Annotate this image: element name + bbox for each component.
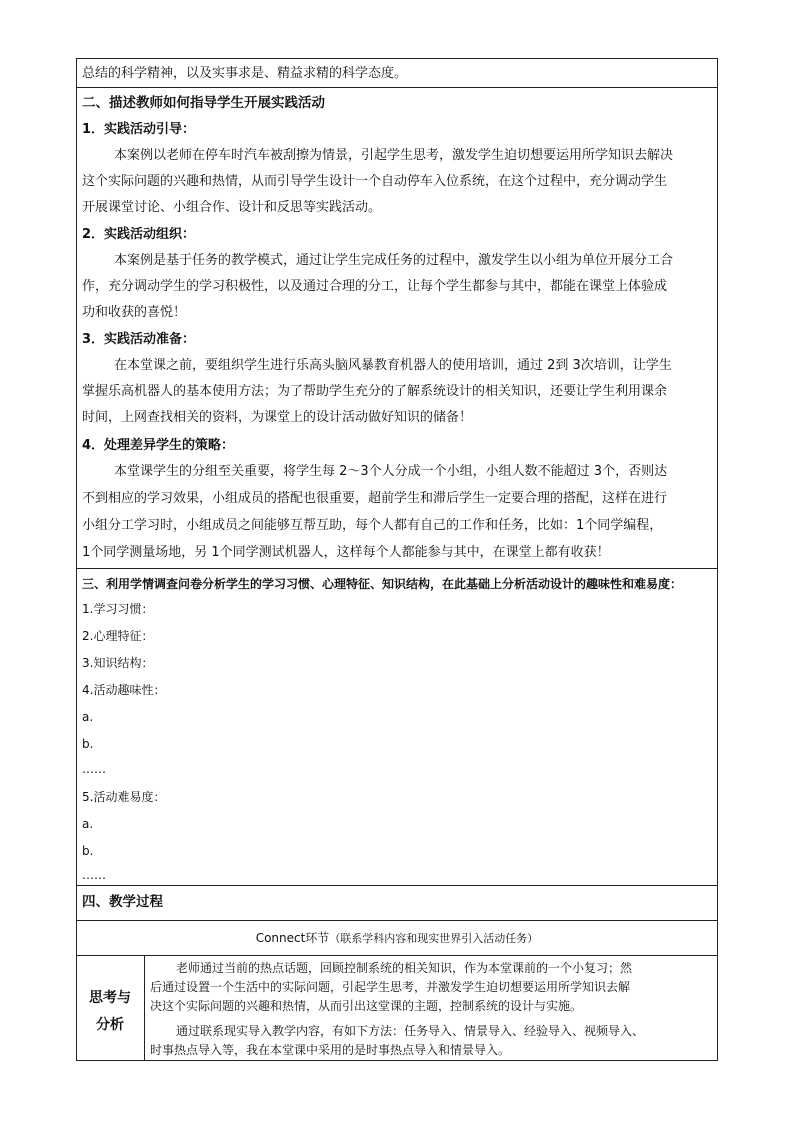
row-divider: [76, 87, 718, 88]
prepare-line: 掌握乐高机器人的基本使用方法；为了帮助学生充分的了解系统设计的相关知识，还要让学生利用课余: [82, 384, 668, 399]
strategy-title: 4．处理差异学生的策略：: [82, 438, 235, 453]
prepare-line: 时间，上网查找相关的资料，为课堂上的设计活动做好知识的储备！: [82, 410, 473, 425]
list-item: b.: [82, 737, 94, 751]
analysis-line: 通过联系现实导入教学内容，有如下方法：任务导入、情景导入、经验导入、视频导入、: [176, 1024, 645, 1038]
column-divider: [144, 955, 145, 1061]
row-divider: [76, 955, 718, 956]
prepare-title: 3．实践活动准备：: [82, 332, 196, 347]
strategy-line: 1个同学测量场地，另 1个同学测试机器人，这样每个人都能参与其中，在课堂上都有收获！: [82, 545, 610, 560]
strategy-line: 不到相应的学习效果，小组成员的搭配也很重要，超前学生和滞后学生一定要合理的搭配，这样在进行: [82, 491, 668, 506]
list-item: 2.心理特征：: [82, 629, 154, 643]
analysis-line: 老师通过当前的热点话题，回顾控制系统的相关知识，作为本堂课前的一个小复习；然: [176, 961, 633, 975]
organize-title: 2．实践活动组织：: [82, 227, 196, 242]
analysis-label: 思考与: [89, 990, 131, 1006]
organize-line: 功和收获的喜悦！: [82, 305, 187, 320]
list-item: a.: [82, 817, 94, 831]
guide-line: 本案例以老师在停车时汽车被刮擦为情景，引起学生思考，激发学生迫切想要运用所学知识去解决: [114, 148, 674, 163]
organize-line: 本案例是基于任务的教学模式，通过让学生完成任务的过程中，激发学生以小组为单位开展分工合: [114, 253, 674, 268]
guide-title: 1．实践活动引导：: [82, 122, 196, 137]
section4-heading: 四、教学过程: [82, 894, 163, 910]
analysis-label: 分析: [96, 1017, 124, 1033]
section3-heading: 三、利用学情调查问卷分析学生的学习习惯、心理特征、知识结构，在此基础上分析活动设计的趣味性和难易度：: [82, 577, 683, 591]
top-line: 总结的科学精神，以及实事求是、精益求精的科学态度。: [82, 66, 408, 81]
list-item: 1.学习习惯：: [82, 602, 154, 616]
connect-title-main: Connect环节: [255, 931, 330, 945]
strategy-line: 本堂课学生的分组至关重要，将学生每 2～3个人分成一个小组，小组人数不能超过 3个，否则达: [114, 464, 668, 479]
analysis-line: 时事热点导入等，我在本堂课中采用的是时事热点导入和情景导入。: [150, 1043, 511, 1057]
list-item: 4.活动趣味性：: [82, 683, 166, 697]
row-divider: [76, 920, 718, 921]
row-divider: [76, 885, 718, 886]
strategy-line: 小组分工学习时，小组成员之间能够互帮互助，每个人都有自己的工作和任务，比如：1个同学编程，: [82, 518, 663, 533]
analysis-line: 后通过设置一个生活中的实际问题，引起学生思考，并激发学生迫切想要运用所学知识去解: [150, 980, 631, 994]
guide-line: 开展课堂讨论、小组合作、设计和反思等实践活动。: [82, 200, 382, 215]
analysis-line: 决这个实际问题的兴趣和热情，从而引出这堂课的主题，控制系统的设计与实施。: [150, 999, 583, 1013]
list-item: 5.活动难易度：: [82, 790, 166, 804]
list-item: 3.知识结构：: [82, 656, 154, 670]
organize-line: 作，充分调动学生的学习积极性，以及通过合理的分工，让每个学生都参与其中，都能在课堂上体验成: [82, 279, 668, 294]
row-divider: [76, 568, 718, 569]
section2-heading: 二、描述教师如何指导学生开展实践活动: [82, 95, 325, 111]
connect-title: [76, 929, 718, 948]
prepare-line: 在本堂课之前，要组织学生进行乐高头脑风暴教育机器人的使用培训，通过 2到 3次培训，让学生: [114, 358, 672, 373]
connect-title-sub: （联系学科内容和现实世界引入活动任务）: [329, 932, 539, 945]
list-item: ……: [82, 868, 106, 882]
list-item: a.: [82, 710, 94, 724]
guide-line: 这个实际问题的兴趣和热情，从而引导学生设计一个自动停车入位系统，在这个过程中，充分调动学生: [82, 174, 668, 189]
list-item: b.: [82, 844, 94, 858]
list-item: ……: [82, 762, 106, 776]
